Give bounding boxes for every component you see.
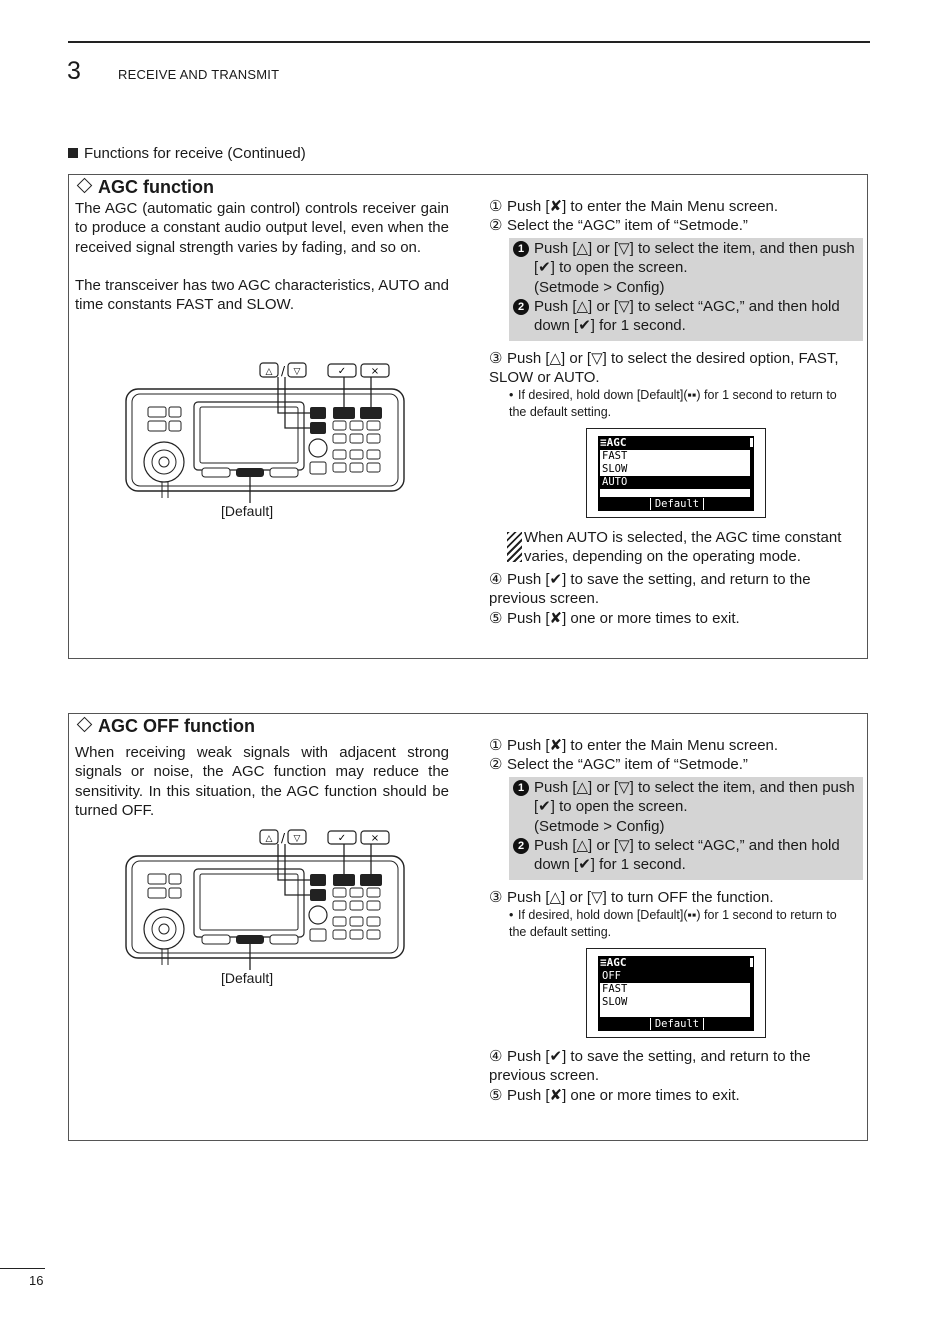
radio-front-panel-figure bbox=[120, 825, 410, 990]
default-key-caption: [Default] bbox=[221, 503, 274, 519]
square-bullet-icon bbox=[68, 148, 78, 158]
lcd-option-selected: AUTO bbox=[600, 476, 750, 489]
lcd-option: FAST bbox=[602, 983, 628, 995]
lcd-option-list bbox=[600, 450, 750, 497]
agc-off-description bbox=[75, 743, 449, 820]
slash-glyph: / bbox=[280, 831, 286, 845]
substep-2: 2 Push [△] or [▽] to select “AGC,” and then hold down [✔] for 1 second. bbox=[513, 297, 863, 336]
footer-rule bbox=[0, 1268, 45, 1269]
substep-2: 2 Push [△] or [▽] to select “AGC,” and then hold down [✔] for 1 second. bbox=[513, 836, 863, 875]
step-4: ④ Push [✔] to save the setting, and return to the previous screen. bbox=[489, 1048, 811, 1085]
agc-paragraph: The transceiver has two AGC characteristics, AUTO and time constants FAST and SLOW. bbox=[75, 276, 449, 314]
substep-1: 1 Push [△] or [▽] to select the item, and then push [✔] to open the screen. bbox=[513, 778, 863, 817]
up-key-glyph: △ bbox=[265, 834, 273, 844]
check-glyph: ✓ bbox=[337, 366, 347, 377]
step-1: ① Push [✘] to enter the Main Menu screen. bbox=[489, 198, 779, 215]
lcd-softkey-default: Default bbox=[650, 498, 704, 510]
agc-paragraph: The AGC (automatic gain control) controls receiver gain to produce a constant audio output level, even when the received signal strength varies by fading, and so on. bbox=[75, 200, 449, 256]
agc-off-function-title: AGC OFF function bbox=[75, 716, 255, 737]
down-key-glyph: ▽ bbox=[293, 834, 301, 844]
diamond-icon bbox=[77, 717, 93, 733]
step-3: ③ Push [△] or [▽] to turn OFF the function. bbox=[489, 889, 774, 906]
down-key-glyph: ▽ bbox=[293, 367, 301, 377]
step-3-note: • If desired, hold down [Default](▪▪) for 1 second to return to the default setting. bbox=[509, 388, 837, 419]
menu-path: (Setmode > Config) bbox=[534, 278, 665, 296]
lcd-header: ≡AGC bbox=[600, 436, 627, 449]
substep-1: 1 Push [△] or [▽] to select the item, and then push [✔] to open the screen. bbox=[513, 239, 863, 278]
lcd-option: SLOW bbox=[602, 996, 628, 1008]
lcd-display bbox=[598, 956, 754, 1031]
header-rule bbox=[68, 41, 870, 43]
lcd-option-selected: OFF bbox=[600, 970, 750, 983]
step-5: ⑤ Push [✘] one or more times to exit. bbox=[489, 610, 740, 627]
substeps-panel bbox=[509, 777, 863, 880]
lcd-menu-mark bbox=[750, 438, 753, 447]
note-icon bbox=[507, 532, 522, 562]
cross-glyph: × bbox=[370, 366, 380, 377]
lcd-option: SLOW bbox=[602, 463, 628, 475]
default-key-caption: [Default] bbox=[221, 970, 274, 986]
agc-off-paragraph: When receiving weak signals with adjacent strong signals or noise, the AGC function may reduce the sensitivity. In this situation, the AGC function should be turned OFF. bbox=[75, 744, 449, 819]
step-5: ⑤ Push [✘] one or more times to exit. bbox=[489, 1087, 740, 1104]
lcd-softkey-default: Default bbox=[650, 1018, 704, 1030]
info-note: When AUTO is selected, the AGC time constant varies, depending on the operating mode. bbox=[507, 528, 864, 567]
lcd-agc-screen bbox=[586, 428, 766, 518]
section-heading bbox=[68, 145, 306, 162]
lcd-option-list bbox=[600, 970, 750, 1017]
step-3-note: • If desired, hold down [Default](▪▪) for 1 second to return to the default setting. bbox=[509, 908, 837, 939]
lcd-agc-off-screen bbox=[586, 948, 766, 1038]
cross-glyph: × bbox=[370, 833, 380, 844]
menu-path: (Setmode > Config) bbox=[534, 817, 665, 835]
up-key-glyph: △ bbox=[265, 367, 273, 377]
radio-front-panel-figure bbox=[120, 358, 410, 523]
lcd-header: ≡AGC bbox=[600, 956, 627, 969]
menu-icon: ≡ bbox=[600, 956, 607, 969]
lcd-menu-mark bbox=[750, 958, 753, 967]
lcd-display bbox=[598, 436, 754, 511]
menu-icon: ≡ bbox=[600, 436, 607, 449]
diamond-icon bbox=[77, 178, 93, 194]
chapter-title: RECEIVE AND TRANSMIT bbox=[118, 67, 280, 82]
substeps-panel bbox=[509, 238, 863, 341]
step-2: ② Select the “AGC” item of “Setmode.” bbox=[489, 756, 748, 773]
step-3: ③ Push [△] or [▽] to select the desired option, FAST, SLOW or AUTO. bbox=[489, 350, 839, 387]
agc-function-title: AGC function bbox=[75, 177, 214, 198]
step-4: ④ Push [✔] to save the setting, and return to the previous screen. bbox=[489, 571, 811, 608]
chapter-number: 3 bbox=[67, 57, 81, 85]
step-2: ② Select the “AGC” item of “Setmode.” bbox=[489, 217, 748, 234]
slash-glyph: / bbox=[280, 364, 286, 378]
section-heading-text: Functions for receive (Continued) bbox=[84, 145, 306, 162]
step-1: ① Push [✘] to enter the Main Menu screen. bbox=[489, 737, 779, 754]
check-glyph: ✓ bbox=[337, 833, 347, 844]
agc-description bbox=[75, 199, 449, 314]
page-number: 16 bbox=[29, 1273, 44, 1288]
lcd-option: FAST bbox=[602, 450, 628, 462]
